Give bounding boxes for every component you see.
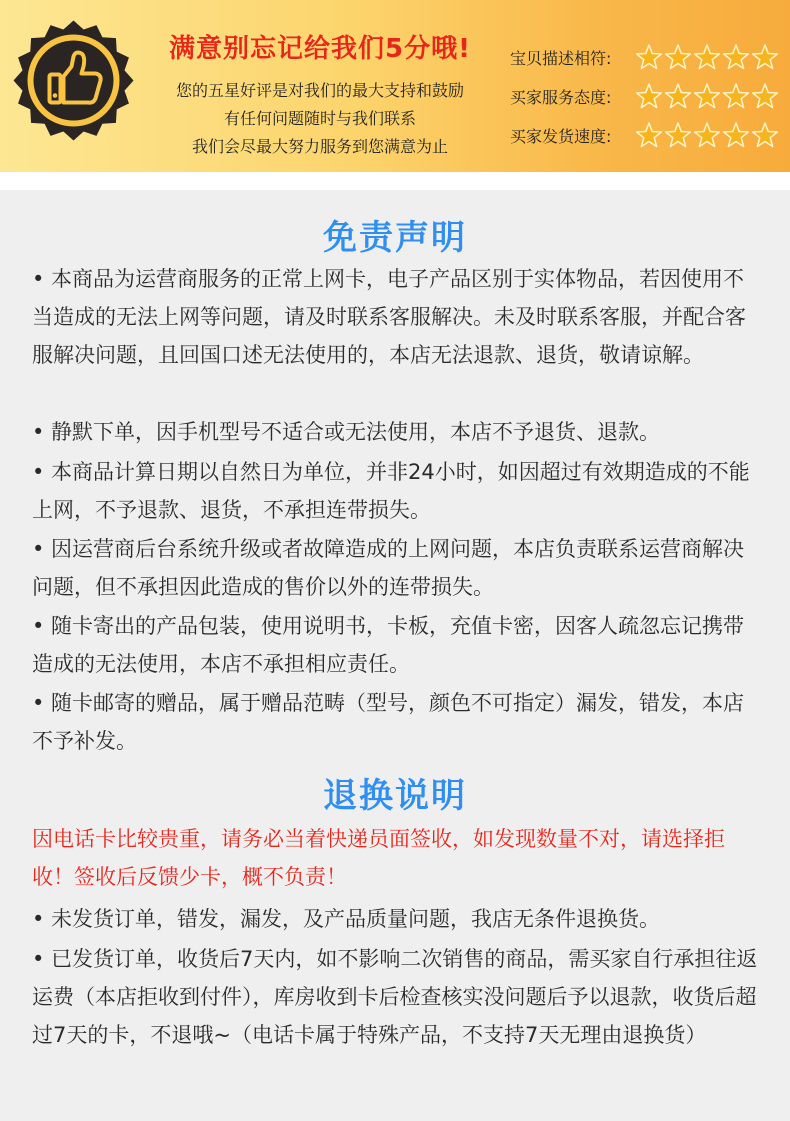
content-panel (0, 190, 790, 1121)
star-icon (722, 121, 750, 149)
returns-warning: 因电话卡比较贵重，请务必当着快递员面签收，如发现数量不对，请选择拒收！签收后反馈少卡，概不负责！ (32, 827, 725, 889)
disclaimer-item: • 静默下单，因手机型号不适合或无法使用，本店不予退货、退款。 (32, 420, 661, 444)
star-icon (635, 82, 663, 110)
banner-headline: 满意别忘记给我们5分哦! (169, 34, 471, 64)
banner-subline: 您的五星好评是对我们的最大支持和鼓励 (175, 81, 464, 100)
star-icon (664, 43, 692, 71)
star-icon (693, 43, 721, 71)
returns-title: 退换说明 (323, 776, 467, 816)
star-rating (635, 121, 779, 149)
star-icon (693, 121, 721, 149)
returns-item: • 未发货订单，错发，漏发，及产品质量问题，我店无条件退换货。 (32, 907, 661, 931)
rating-row-description (510, 41, 779, 73)
disclaimer-item: • 随卡邮寄的赠品，属于赠品范畴（型号，颜色不可指定）漏发，错发，本店不予补发。 (32, 691, 745, 753)
rating-banner (0, 0, 790, 172)
rating-label: 宝贝描述相符: (510, 48, 612, 68)
star-icon (722, 82, 750, 110)
rating-label: 买家发货速度: (510, 126, 612, 146)
disclaimer-title: 免责声明 (323, 218, 467, 258)
disclaimer-item: • 本商品计算日期以自然日为单位，并非24小时，如因超过有效期造成的不能上网，不予退款、退货，不承担连带损失。 (32, 460, 750, 522)
disclaimer-item: • 本商品为运营商服务的正常上网卡，电子产品区别于实体物品，若因使用不当造成的无法上网等问题，请及时联系客服解决。未及时联系客服，并配合客服解决问题，且回国口述无法使用的，本店无法退款、退货，敬请谅解。 (32, 267, 746, 367)
star-icon (635, 121, 663, 149)
star-icon (693, 82, 721, 110)
returns-item: • 已发货订单，收货后7天内，如不影响二次销售的商品，需买家自行承担往返运费（本店拒收到付件），库房收到卡后检查核实没问题后予以退款，收货后超过7天的卡，不退哦~（电话卡属于特殊产品，不支持7天无理由退换货） (32, 947, 758, 1047)
star-icon (751, 43, 779, 71)
banner-subline: 我们会尽最大努力服务到您满意为止 (191, 137, 448, 156)
disclaimer-item: • 因运营商后台系统升级或者故障造成的上网问题，本店负责联系运营商解决问题，但不承担因此造成的售价以外的连带损失。 (32, 537, 745, 599)
star-icon (664, 121, 692, 149)
star-icon (635, 43, 663, 71)
star-rating (635, 82, 779, 110)
thumbs-up-icon (10, 17, 137, 144)
star-icon (664, 82, 692, 110)
banner-subline: 有任何问题随时与我们联系 (223, 109, 416, 128)
star-icon (722, 43, 750, 71)
star-icon (751, 121, 779, 149)
disclaimer-item: • 随卡寄出的产品包装，使用说明书，卡板，充值卡密，因客人疏忽忘记携带造成的无法使用，本店不承担相应责任。 (32, 614, 745, 676)
star-rating (635, 43, 779, 71)
star-icon (751, 82, 779, 110)
rating-row-shipping (510, 119, 779, 151)
rating-row-service (510, 80, 779, 112)
rating-label: 买家服务态度: (510, 87, 612, 107)
